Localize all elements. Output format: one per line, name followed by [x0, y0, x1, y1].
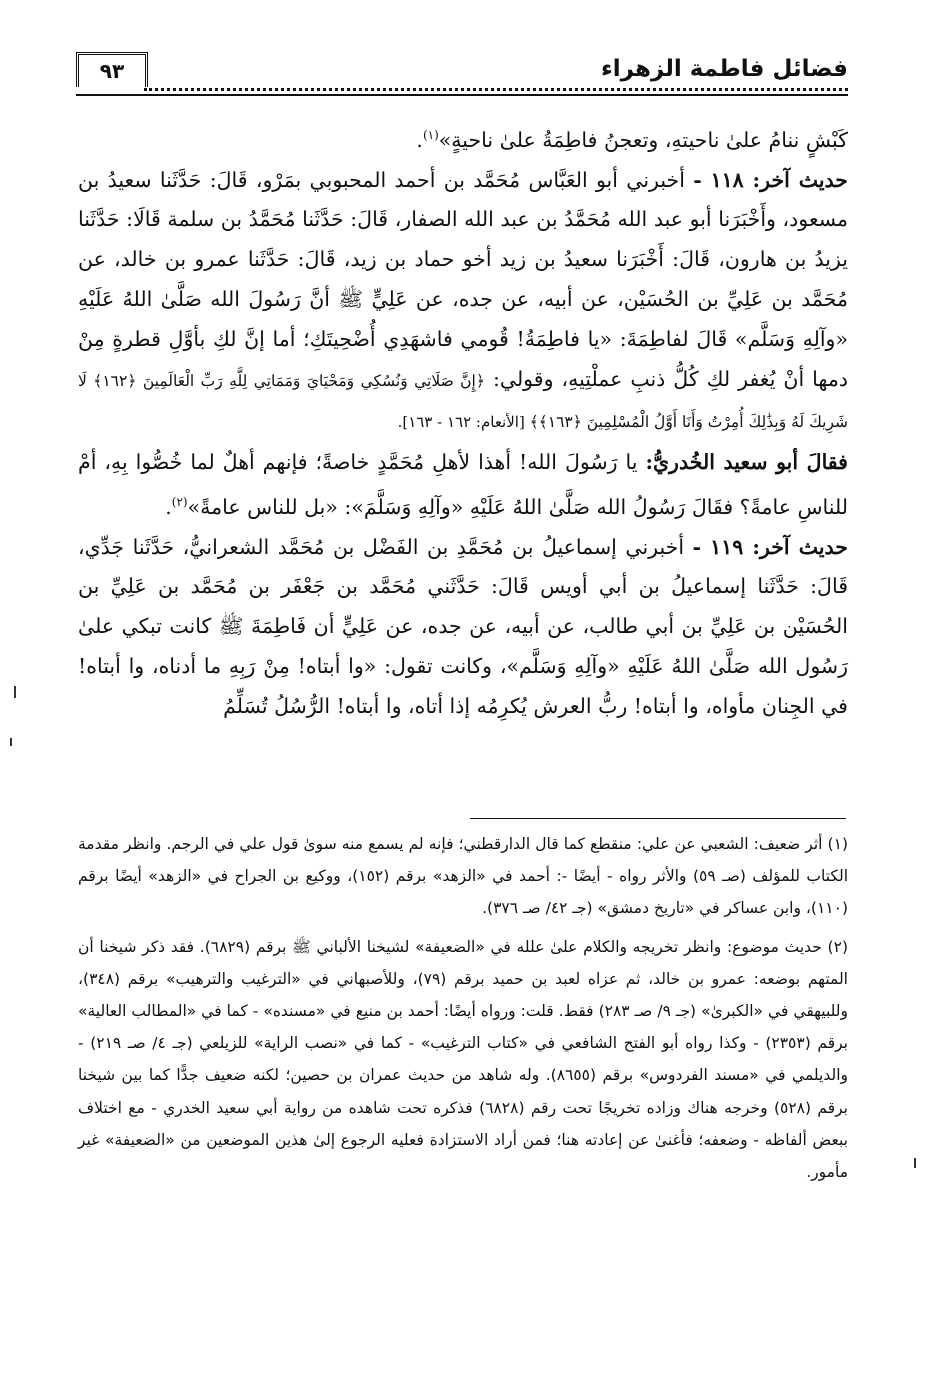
- main-text: [78, 116, 848, 727]
- footnote-2: (٢) حديث موضوع: وانظر تخريجه والكلام علىٰ علله في «الضعيفة» لشيخنا الألباني ﷺ برقم (٦٨٢٩). فقد ذكر شيخنا أن المتهم بوضعه: عمرو بن خالد، ثم عزاه لعبد بن حميد برقم (٧٩)، وللأصبهاني في «الترغيب والترهيب» برقم (٣٤٨)، وللبيهقي في «الكبرىٰ» (جـ ٩/ صـ ٢٨٣) فقط. قلت: ورواه أيضًا: أحمد بن منيع في «مسنده» - كما في «المطالب العالية» برقم (٢٣٥٣) - وكذا رواه أبو الفتح الشافعي في «كتاب الترغيب» - كما في «نصب الراية» للزيلعي (جـ ٤/ صـ ٢١٩) - والديلمي في «مسند الفردوس» برقم (٨٦٥٥). وله شاهد من حديث عمران بن حصين؛ لكنه ضعيف جدًّا كما بين شيخنا برقم (٥٢٨) وخرجه هناك وزاده تخريجًا تحت رقم (٦٨٢٨) فذكره تحت شاهده من رواية أبي سعيد الخدري - مع اختلاف ببعض ألفاظه - وضعفه؛ فأغنىٰ عن إعادته هنا؛ فمن أراد الاستزادة فعليه الرجوع إلىٰ هذين الموضعين من «الضعيفة» غير مأمور.: [78, 937, 849, 1182]
- hadith-119-heading: حديث آخر: ١١٩ -: [692, 534, 848, 559]
- footnotes: [78, 828, 848, 1194]
- footnote-ref-2: (٢): [171, 495, 188, 509]
- header-dotted-rule: [144, 88, 848, 91]
- running-title: فضائل فاطمة الزهراء: [601, 56, 848, 82]
- scan-mark: [10, 738, 12, 746]
- paragraph-1-text: كَبْشٍ ننامُ علىٰ ناحيتهِ، وتعجنُ فاطِمَةُ علىٰ ناحيةٍ»: [438, 127, 848, 152]
- header-solid-rule: [76, 94, 848, 96]
- hadith-119-text: أخبرني إسماعيلُ بن مُحَمَّدِ بن الفَضْل بن مُحَمَّد الشعرانيُّ، حَدَّثَنا جَدِّي، قَالَ: حَدَّثَنا إسماعيلُ بن أبي أويس قَالَ: حَدَّثَني مُحَمَّد بن جَعْفَر بن مُحَمَّد بن عَلِيِّ بن الحُسَيْن بن عَلِيِّ بن أبي طالب، عن أبيه، عن جده، عن عَلِيٍّ أن فَاطِمَةَ ﷺ كانت تبكي علىٰ رَسُول الله صَلَّىٰ اللهُ عَلَيْهِ «وآلِهِ وَسَلَّم»، وكانت تقول: «وا أبتاه! مِنْ رَبِهِ ما أدناه، وا أبتاه! في الجِنان مأواه، وا أبتاه! ربُّ العرش يُكرِمُه إذا أتاه، وا أبتاه! الرُّسُلُ تُسَلِّمُ: [78, 534, 848, 718]
- verse-citation: [الأنعام: ١٦٢ - ١٦٣].: [397, 413, 530, 432]
- hadith-118-text: أخبرني أبو العَبَّاس مُحَمَّد بن أحمد المحبوبي بمَرْو، قَالَ: حَدَّثَنا سعيدُ بن مسعود، وأَخْبَرَنا أبو عبد الله مُحَمَّدُ بن عبد الله الصفار، قَالَ: حَدَّثَنا مُحَمَّدُ بن سلمة قَالَا: حَدَّثَنا يزيدُ بن هارون، قَالَ: أَخْبَرَنا سعيدُ بن زيد أخو حماد بن زيد، قَالَ: حَدَّثَنا عمرو بن خالد، عن مُحَمَّد بن عَلِيِّ بن الحُسَيْن، عن أبيه، عن جده، عن عَلِيٍّ ﷺ أنَّ رَسُولَ الله صَلَّىٰ اللهُ عَلَيْهِ «وآلِهِ وَسَلَّم» قَالَ لفاطِمَةَ: «يا فاطِمَةُ! قُومي فاشهَدِي أُضْحِيتَكِ؛ أما إنَّ لكِ بأوَّلِ قطرةٍ مِنْ دمها أنْ يُغفر لكِ كُلُّ ذنبِ عملْتِيهِ، وقولي:: [78, 167, 848, 391]
- paragraph-1-end: .: [416, 127, 423, 152]
- footnote-ref-1: (١): [422, 128, 439, 142]
- paragraph-3-end: .: [165, 494, 172, 519]
- abu-said-text: يا رَسُولَ الله! أهذا لأهلِ مُحَمَّدٍ خاصةً؛ فإنهم أهلٌ لما خُصُّوا بِهِ، أمْ للناسِ عامةً؟ فقَالَ رَسُولُ الله صَلَّىٰ اللهُ عَلَيْهِ «وآلِهِ وَسَلَّمَ»: «بل للناس عامةً»: [78, 450, 848, 519]
- scan-mark: [14, 686, 16, 698]
- paragraph-3: [78, 443, 848, 527]
- paragraph-1: [78, 116, 848, 161]
- abu-said-heading: فقالَ أبو سعيد الخُدريُّ:: [645, 450, 848, 475]
- paragraph-4: [78, 528, 848, 727]
- footnote-separator: [470, 818, 846, 819]
- paragraph-2: [78, 161, 848, 444]
- scan-mark: [914, 1158, 916, 1168]
- page-header: [76, 52, 848, 94]
- quran-verse: ﴿إِنَّ صَلَاتِي وَنُسُكِي وَمَحْيَايَ وَمَمَاتِي لِلَّهِ رَبِّ الْعَالَمِينَ ﴿١٦٢﴾ لَا شَرِيكَ لَهُ وَبِذَٰلِكَ أُمِرْتُ وَأَنَا أَوَّلُ الْمُسْلِمِينَ ﴿١٦٣﴾﴾: [78, 371, 848, 432]
- footnote-1: (١) أثر ضعيف: الشعبي عن علي: منقطع كما قال الدارقطني؛ فإنه لم يسمع منه سوىٰ قول علي في الرجم. وانظر مقدمة الكتاب للمؤلف (صـ ٥٩) والأثر رواه - أيضًا -: أحمد في «الزهد» برقم (١٥٢)، ووكيع بن الجراح في «الزهد» أيضًا برقم (١١٠)، وابن عساكر في «تاريخ دمشق» (جـ ٤٢/ صـ ٣٧٦).: [78, 835, 849, 918]
- page-number: ٩٣: [76, 52, 148, 87]
- hadith-118-heading: حديث آخر: ١١٨ -: [693, 167, 848, 192]
